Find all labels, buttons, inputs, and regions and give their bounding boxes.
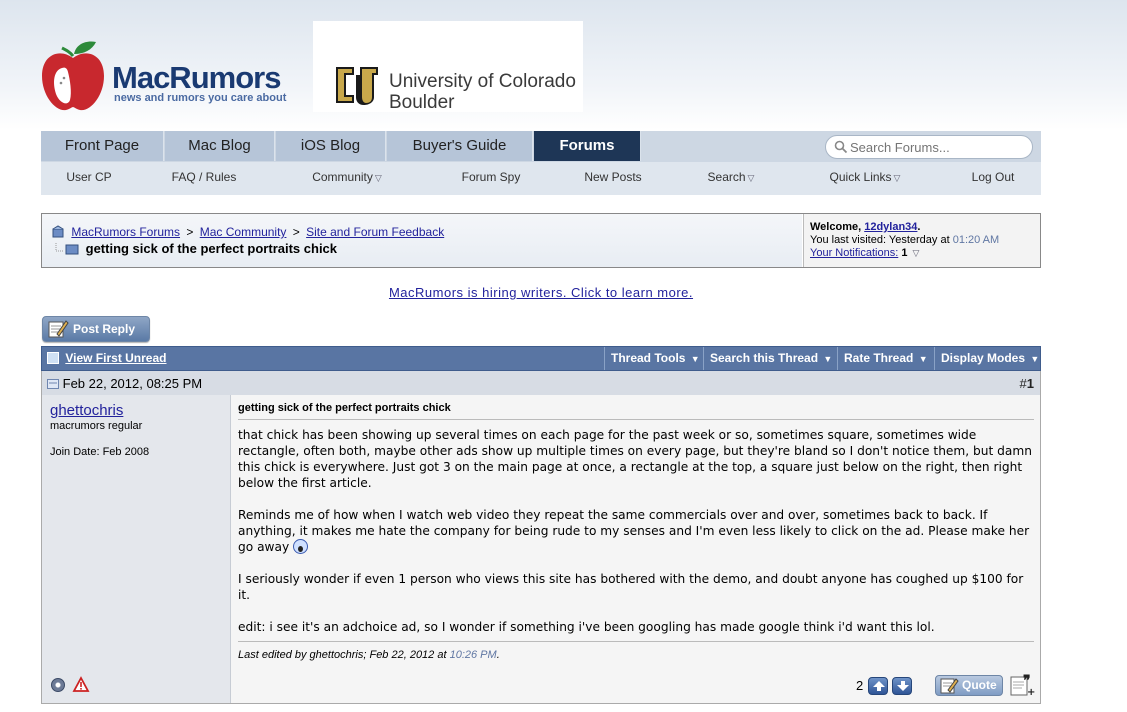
cu-logo-icon [332, 61, 382, 109]
post-date [47, 376, 202, 391]
rate-thread-menu[interactable] [837, 347, 933, 370]
quote-button[interactable] [935, 675, 1003, 696]
edited-note [238, 641, 1034, 661]
logo-text: MacRumors [112, 60, 281, 95]
tab-mac-blog[interactable]: Mac Blog [165, 131, 275, 161]
first-unread-icon [47, 352, 59, 364]
arrow-up-icon [872, 680, 886, 692]
search-box[interactable] [825, 135, 1033, 159]
post-paragraph: Reminds me of how when I watch web video they repeat the same commercials over and over, sometimes back to back. If anything, it makes me hate the company for being rude to my senses and I'm even less likely to click on the ad. Please make her go away [238, 508, 1030, 554]
tab-forums[interactable]: Forums [534, 131, 641, 161]
nav-link-user-cp[interactable]: User CP [66, 170, 112, 184]
post [41, 395, 1041, 704]
view-first-unread[interactable] [47, 347, 167, 370]
rate-thread-label: Rate Thread [844, 351, 914, 365]
post-title: getting sick of the perfect portraits chick [238, 402, 1034, 420]
edited-suffix: . [496, 649, 500, 661]
post-status-icon [47, 378, 59, 389]
logo-tagline: news and rumors you care about [114, 92, 287, 104]
nav-link-log-out[interactable]: Log Out [971, 170, 1015, 184]
nav-tabs [41, 131, 1041, 162]
nav-link-community-label: Community [312, 170, 373, 184]
welcome-label: Welcome, [810, 221, 862, 233]
post-message-panel [232, 395, 1040, 703]
nav-link-faq-rules[interactable]: FAQ / Rules [171, 170, 237, 184]
shocked-emoji-icon [293, 539, 308, 554]
display-modes-label: Display Modes [941, 351, 1026, 365]
search-thread-label: Search this Thread [710, 351, 819, 365]
notifications-count: 1 [901, 247, 908, 259]
post-header [41, 371, 1041, 395]
post-author-panel [42, 395, 231, 703]
chevron-down-icon: ▼ [690, 354, 700, 364]
breadcrumb-separator: > [186, 225, 194, 239]
post-number-value: 1 [1026, 376, 1034, 391]
upvote-button[interactable] [868, 677, 888, 695]
hiring-banner [0, 285, 1082, 300]
display-modes-menu[interactable] [934, 347, 1040, 370]
post-reply-button[interactable] [42, 316, 150, 342]
sponsor-text [389, 71, 576, 113]
quote-label: Quote [962, 678, 997, 692]
post-paragraph-with-emoji [238, 507, 1038, 555]
edited-time: 10:26 PM [449, 649, 497, 661]
hiring-link[interactable]: MacRumors is hiring writers. Click to learn more. [388, 285, 694, 300]
chevron-down-icon[interactable]: ▽ [912, 248, 920, 258]
multiquote-icon[interactable] [1010, 673, 1034, 697]
post-date-text: Feb 22, 2012, 08:25 PM [62, 376, 203, 391]
chevron-down-icon: ▼ [823, 354, 833, 364]
arrow-down-icon [896, 680, 910, 692]
post-paragraph: edit: i see it's an adchoice ad, so I wonder if something i've been googling has made google think i'd want this lol. [238, 620, 935, 634]
svg-text:❞: ❞ [1023, 673, 1031, 689]
search-thread-menu[interactable] [703, 347, 836, 370]
post-message [238, 427, 1038, 651]
chevron-down-icon: ▽ [893, 173, 901, 183]
apple-logo-icon [40, 40, 106, 112]
offline-status-icon [51, 678, 65, 692]
breadcrumb-box [41, 213, 1041, 268]
post-joindate: Join Date: Feb 2008 [50, 446, 150, 458]
last-visited-time: 01:20 AM [952, 234, 1000, 246]
svg-text:+: + [1027, 687, 1036, 698]
tab-buyers-guide[interactable]: Buyer's Guide [387, 131, 533, 161]
breadcrumb [42, 214, 802, 267]
breadcrumb-item-site-feedback[interactable]: Site and Forum Feedback [306, 225, 445, 239]
breadcrumb-trail [52, 225, 444, 239]
main-nav [41, 131, 1041, 195]
nav-sublinks [41, 162, 1041, 195]
sponsor-line-1: University of Colorado [389, 71, 576, 92]
thread-tools-menu[interactable] [604, 347, 702, 370]
welcome-panel [803, 214, 1040, 267]
last-visited-label: You last visited: Yesterday at [810, 234, 950, 246]
chevron-down-icon: ▽ [747, 173, 755, 183]
search-icon [834, 140, 848, 154]
tab-front-page[interactable]: Front Page [41, 131, 164, 161]
welcome-line [810, 221, 1034, 234]
pen-icon [47, 319, 69, 339]
nav-link-search[interactable] [689, 162, 773, 192]
macrumors-logo[interactable] [40, 38, 300, 114]
nav-link-quick-links[interactable] [813, 162, 917, 192]
post-username[interactable]: ghettochris [50, 402, 124, 419]
post-number[interactable] [1020, 376, 1034, 391]
breadcrumb-item-mac-community[interactable]: Mac Community [199, 225, 287, 239]
sponsor-ad[interactable] [313, 21, 583, 112]
quote-icon [939, 677, 959, 695]
vote-count: 2 [856, 678, 864, 693]
thread-tools-label: Thread Tools [611, 351, 686, 365]
thread-tree-icon [52, 243, 80, 255]
chevron-down-icon: ▼ [1030, 354, 1040, 364]
post-paragraph: I seriously wonder if even 1 person who views this site has bothered with the demo, and doubt anyone has coughed up $100 for it. [238, 572, 1024, 602]
post-paragraph: that chick has been showing up several times on each page for the past week or so, sometimes square, sometimes wide rectangle, often both, maybe other ads show up multiple times on every page, but they're bland so I don't notice them, but damn this chick is everywhere. Just got 3 on the main page at once, a rectangle at the top, a square just below on the right, then right below the first article. [238, 428, 1032, 490]
view-first-unread-link[interactable]: View First Unread [65, 351, 167, 365]
downvote-button[interactable] [892, 677, 912, 695]
post-reply-label: Post Reply [73, 322, 136, 336]
welcome-period: . [917, 221, 921, 233]
tab-ios-blog[interactable]: iOS Blog [276, 131, 386, 161]
thread-control-bar [41, 346, 1041, 371]
thread-title: getting sick of the perfect portraits chick [85, 241, 338, 256]
nav-link-forum-spy[interactable]: Forum Spy [461, 170, 521, 184]
nav-link-search-label: Search [707, 170, 746, 184]
edited-prefix: Last edited by ghettochris; Feb 22, 2012 at [238, 649, 447, 661]
nav-link-community[interactable] [299, 162, 395, 192]
nav-link-new-posts[interactable]: New Posts [584, 170, 642, 184]
post-number-prefix: # [1019, 376, 1027, 391]
report-post-icon[interactable] [73, 677, 89, 693]
sponsor-line-2: Boulder [389, 92, 455, 113]
nav-link-quick-links-label: Quick Links [829, 170, 892, 184]
last-visited [810, 234, 1034, 247]
breadcrumb-item-macrumors-forums[interactable]: MacRumors Forums [71, 225, 181, 239]
search-input[interactable] [850, 139, 1026, 155]
post-usertitle: macrumors regular [50, 420, 143, 432]
page-title [52, 241, 337, 256]
notifications[interactable] [810, 247, 1034, 260]
notifications-link[interactable]: Your Notifications: [810, 247, 899, 259]
breadcrumb-separator: > [292, 225, 300, 239]
chevron-down-icon: ▽ [374, 173, 382, 183]
chevron-down-icon: ▼ [918, 354, 928, 364]
forum-home-icon[interactable] [52, 226, 66, 238]
welcome-username[interactable]: 12dylan34 [864, 221, 918, 233]
